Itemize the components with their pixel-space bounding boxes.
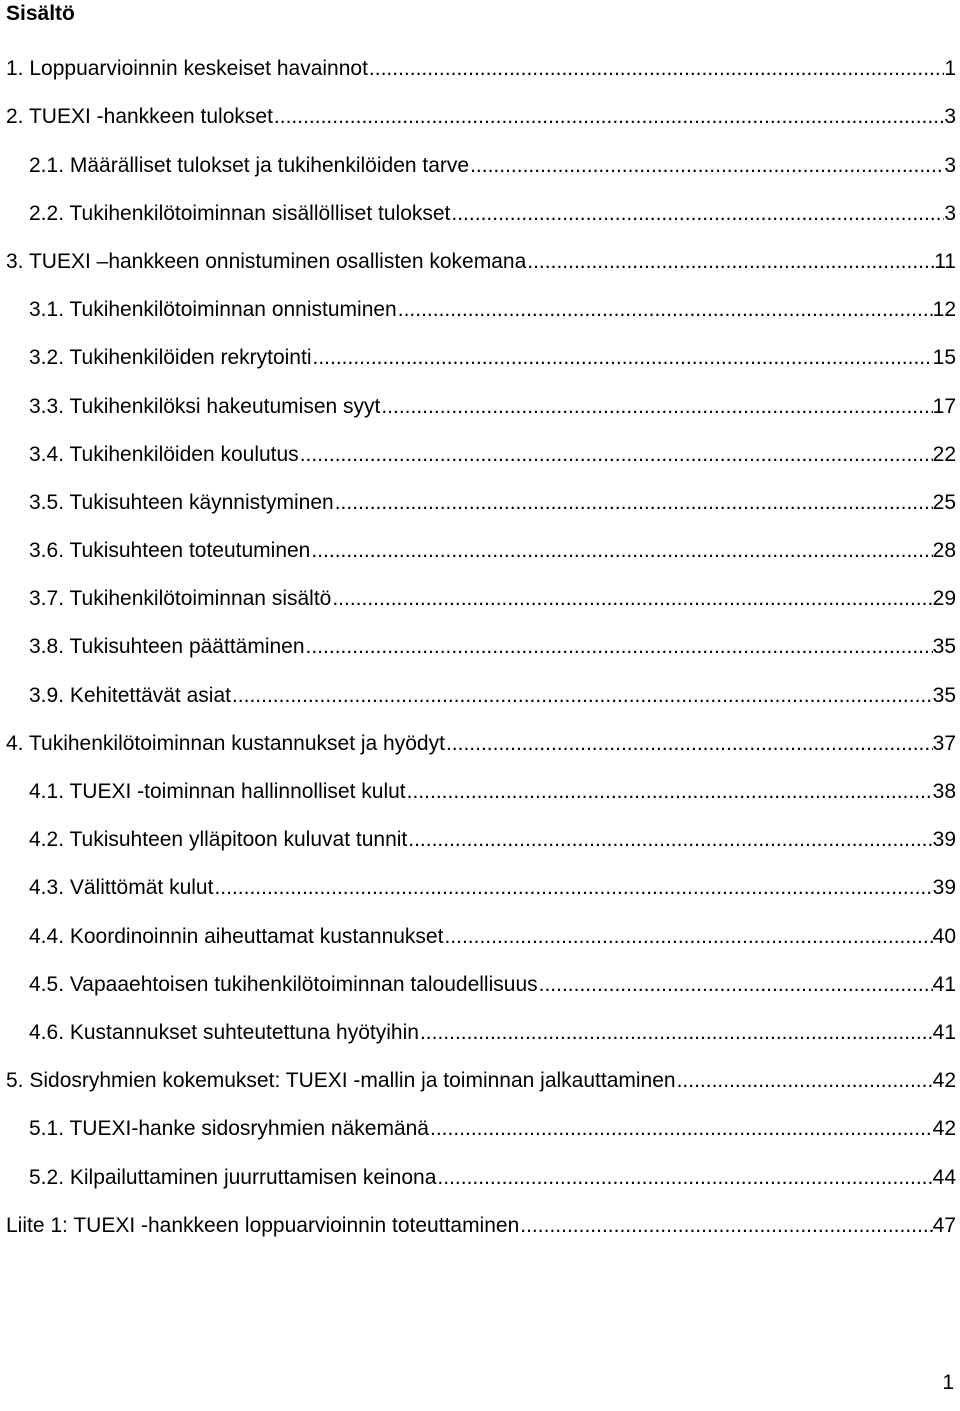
toc-entry-page: 41 (932, 1020, 956, 1044)
toc-entry-label: 4.4. Koordinoinnin aiheuttamat kustannukset (29, 924, 444, 948)
toc-entry-page: 3 (944, 105, 956, 129)
page-number: 1 (942, 1371, 954, 1394)
dot-leader (408, 827, 932, 853)
dot-leader (527, 249, 934, 275)
dot-leader (446, 731, 933, 757)
toc-entry-label: 3. TUEXI –hankkeen onnistuminen osallisten kokemana (6, 249, 527, 273)
toc-entry-page: 17 (932, 394, 956, 418)
toc-entry-page: 28 (932, 539, 956, 563)
toc-entry-page: 29 (932, 587, 956, 611)
toc-entry-page: 35 (932, 635, 956, 659)
dot-leader (232, 683, 933, 709)
dot-leader (398, 297, 933, 323)
toc-entry[interactable] (0, 670, 960, 718)
toc-entry[interactable] (0, 719, 960, 767)
toc-entry-page: 42 (932, 1069, 956, 1093)
toc-entry-page: 40 (932, 924, 956, 948)
toc-entry-label: Liite 1: TUEXI -hankkeen loppuarvioinnin toteuttaminen (6, 1213, 520, 1237)
dot-leader (539, 972, 933, 998)
table-of-contents (0, 44, 960, 1249)
toc-entry[interactable] (0, 815, 960, 863)
toc-entry[interactable] (0, 333, 960, 381)
dot-leader (437, 1165, 932, 1191)
toc-entry-label: 4. Tukihenkilötoiminnan kustannukset ja hyödyt (6, 731, 445, 755)
dot-leader (306, 634, 933, 660)
toc-entry-label: 4.2. Tukisuhteen ylläpitoon kuluvat tunnit (29, 828, 408, 852)
toc-entry[interactable] (0, 622, 960, 670)
toc-entry[interactable] (0, 478, 960, 526)
toc-entry-label: 3.9. Kehitettävät asiat (29, 683, 231, 707)
dot-leader (451, 201, 944, 227)
dot-leader (214, 875, 932, 901)
toc-entry-page: 25 (932, 490, 956, 514)
toc-entry-label: 3.1. Tukihenkilötoiminnan onnistuminen (29, 298, 397, 322)
toc-entry[interactable] (0, 430, 960, 478)
toc-entry-label: 2.1. Määrälliset tulokset ja tukihenkilöiden tarve (29, 153, 470, 177)
toc-entry[interactable] (0, 1104, 960, 1152)
page-title: Sisältö (6, 2, 75, 25)
toc-entry[interactable] (0, 1201, 960, 1249)
toc-entry[interactable] (0, 237, 960, 285)
toc-entry[interactable] (0, 767, 960, 815)
toc-entry[interactable] (0, 960, 960, 1008)
toc-entry-page: 39 (932, 828, 956, 852)
toc-entry-label: 5.2. Kilpailuttaminen juurruttamisen keinona (29, 1165, 437, 1189)
toc-entry-page: 44 (932, 1165, 956, 1189)
dot-leader (369, 56, 944, 82)
toc-entry-label: 4.1. TUEXI -toiminnan hallinnolliset kulut (29, 780, 406, 803)
dot-leader (444, 924, 932, 950)
toc-entry-label: 3.7. Tukihenkilötoiminnan sisältö (29, 587, 332, 611)
dot-leader (274, 104, 944, 130)
toc-entry-page: 11 (934, 249, 956, 273)
toc-entry-label: 4.6. Kustannukset suhteutettuna hyötyihin (29, 1020, 419, 1044)
toc-entry-label: 5. Sidosryhmien kokemukset: TUEXI -mallin ja toiminnan jalkauttaminen (6, 1069, 676, 1093)
toc-entry-page: 37 (932, 731, 956, 755)
toc-entry[interactable] (0, 140, 960, 188)
toc-entry-label: 3.4. Tukihenkilöiden koulutus (29, 442, 299, 466)
toc-entry-page: 22 (932, 442, 956, 466)
toc-entry[interactable] (0, 381, 960, 429)
toc-entry-label: 4.5. Vapaaehtoisen tukihenkilötoiminnan taloudellisuus (29, 972, 538, 996)
dot-leader (311, 538, 932, 564)
dot-leader (332, 586, 932, 612)
toc-entry-page: 3 (944, 201, 956, 225)
toc-entry-label: 3.8. Tukisuhteen päättäminen (29, 635, 305, 659)
toc-entry[interactable] (0, 1152, 960, 1200)
toc-entry[interactable] (0, 574, 960, 622)
dot-leader (313, 345, 933, 371)
toc-entry-page: 47 (932, 1213, 956, 1237)
toc-entry[interactable] (0, 285, 960, 333)
toc-entry-label: 5.1. TUEXI-hanke sidosryhmien näkemänä (29, 1117, 429, 1141)
toc-entry[interactable] (0, 526, 960, 574)
toc-entry-page: 39 (932, 876, 956, 900)
toc-entry-label: 3.3. Tukihenkilöksi hakeutumisen syyt (29, 394, 381, 418)
toc-entry-page: 3 (944, 153, 956, 177)
toc-entry[interactable] (0, 92, 960, 140)
toc-entry[interactable] (0, 1056, 960, 1104)
dot-leader (420, 1020, 933, 1046)
toc-entry-label: 3.5. Tukisuhteen käynnistyminen (29, 490, 334, 514)
toc-entry-label: 2. TUEXI -hankkeen tulokset (6, 105, 273, 129)
toc-entry[interactable] (0, 911, 960, 959)
toc-entry-page: 1 (944, 57, 956, 81)
dot-leader (300, 442, 933, 468)
toc-entry-page: 41 (932, 972, 956, 996)
dot-leader (430, 1116, 933, 1142)
dot-leader (335, 490, 933, 516)
toc-entry[interactable] (0, 863, 960, 911)
toc-entry-label: 3.6. Tukisuhteen toteutuminen (29, 539, 311, 563)
toc-entry-page: 12 (932, 298, 956, 322)
toc-entry-page: 15 (932, 346, 956, 370)
toc-entry[interactable] (0, 189, 960, 237)
toc-entry-label: 3.2. Tukihenkilöiden rekrytointi (29, 346, 312, 370)
toc-entry-page: 35 (932, 683, 956, 707)
toc-entry[interactable] (0, 1008, 960, 1056)
toc-entry-label: 2.2. Tukihenkilötoiminnan sisällölliset tulokset (29, 201, 451, 225)
dot-leader (520, 1213, 932, 1239)
dot-leader (407, 779, 933, 805)
dot-leader (381, 394, 932, 420)
toc-entry-page: 42 (932, 1117, 956, 1141)
dot-leader (677, 1068, 933, 1094)
toc-entry[interactable] (0, 44, 960, 92)
toc-entry-label: 4.3. Välittömät kulut (29, 876, 214, 900)
toc-entry-label: 1. Loppuarvioinnin keskeiset havainnot (6, 57, 368, 81)
toc-entry-page: 38 (932, 780, 956, 803)
dot-leader (470, 153, 944, 179)
